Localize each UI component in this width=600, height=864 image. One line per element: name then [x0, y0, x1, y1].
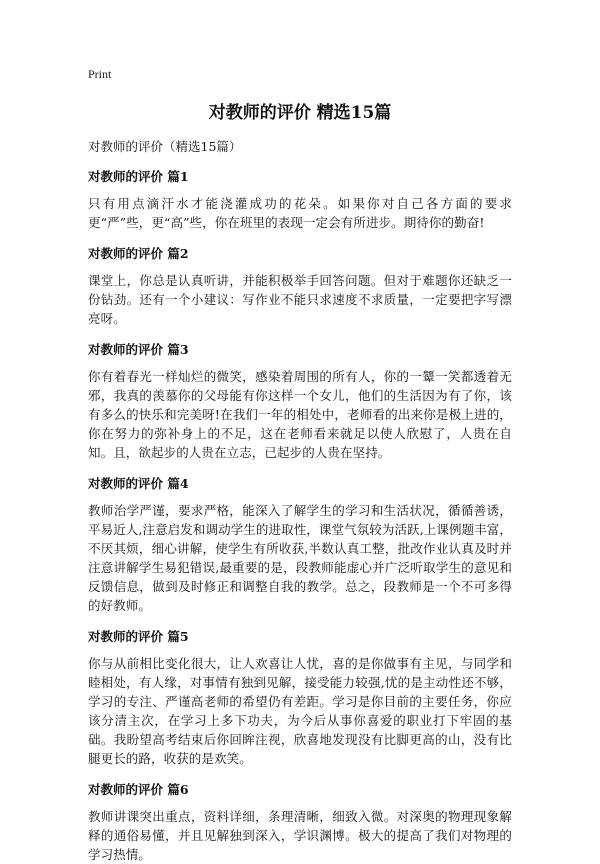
section-body: 只有用点滴汗水才能浇灌成功的花朵。如果你对自己各方面的要求更“严”些，更“高”些，你在班里的表现一定会有所进步。期待你的勤奋!: [88, 196, 512, 230]
section-body: 你与从前相比变化很大，让人欢喜让人忧，喜的是你做事有主见，与同学和睦相处，有人缘，对事情有独到见解，接受能力较强,忧的是主动性还不够，学习的专注、严谨高老师的希望仍有差距。学习是你目前的主要任务，你应该分清主次，在学习上多下功夫，为今后从事你喜爱的职业打下牢固的基础。我盼望高考结束后你回眸注视，欣喜地发现没有比脚更高的山，没有比腿更长的路，收获的是欢笑。: [88, 656, 512, 766]
section-heading: 对教师的评价 篇5: [88, 629, 189, 644]
section-heading: 对教师的评价 篇1: [88, 169, 189, 184]
section-2: [88, 245, 512, 328]
section-4: [88, 475, 512, 615]
section-6: [88, 781, 512, 864]
section-5: [88, 628, 512, 768]
document-title: 对教师的评价 精选15篇: [208, 103, 392, 123]
section-heading: 对教师的评价 篇3: [88, 342, 189, 357]
section-body: 教师治学严谨，要求严格，能深入了解学生的学习和生活状况，循循善诱，平易近人,注意启发和调动学生的进取性，课堂气氛较为活跃,上课例题丰富，不厌其烦，细心讲解，使学生有所收获,半数认真工整，批改作业认真及时并注意讲解学生易犯错误,最重要的是，段教师能虚心并广泛听取学生的意见和反馈信息，做到及时修正和调整自我的教学。总之，段教师是一个不可多得的好教师。: [88, 503, 512, 613]
section-1: [88, 168, 512, 232]
section-3: [88, 341, 512, 462]
section-heading: 对教师的评价 篇2: [88, 246, 189, 261]
section-body: 你有着春光一样灿烂的微笑，感染着周围的所有人，你的一颦一笑都透着无邪，我真的羡慕你的父母能有你这样一个女儿，他们的生活因为有了你，该有多么的快乐和完美呀!在我们一年的相处中，老师看的出来你是极上进的，你在努力的弥补身上的不足，这在老师看来就足以使人欣慰了，人贵在自知。且，欲起步的人贵在立志，已起步的人贵在坚持。: [88, 369, 512, 460]
document-subtitle: 对教师的评价（精选15篇）: [88, 139, 242, 154]
section-body: 教师讲课突出重点，资料详细，条理清晰，细致入微。对深奥的物理现象解释的通俗易懂，并且见解独到深入，学识渊博。极大的提高了我们对物理的学习热情。: [88, 809, 512, 862]
section-heading: 对教师的评价 篇6: [88, 782, 189, 797]
section-heading: 对教师的评价 篇4: [88, 476, 189, 491]
section-body: 课堂上，你总是认真听讲，并能积极举手回答问题。但对于难题你还缺乏一份钻劲。还有一个小建议：写作业不能只求速度不求质量，一定要把字写漂亮呀。: [88, 273, 512, 326]
print-link[interactable]: Print: [88, 67, 112, 81]
